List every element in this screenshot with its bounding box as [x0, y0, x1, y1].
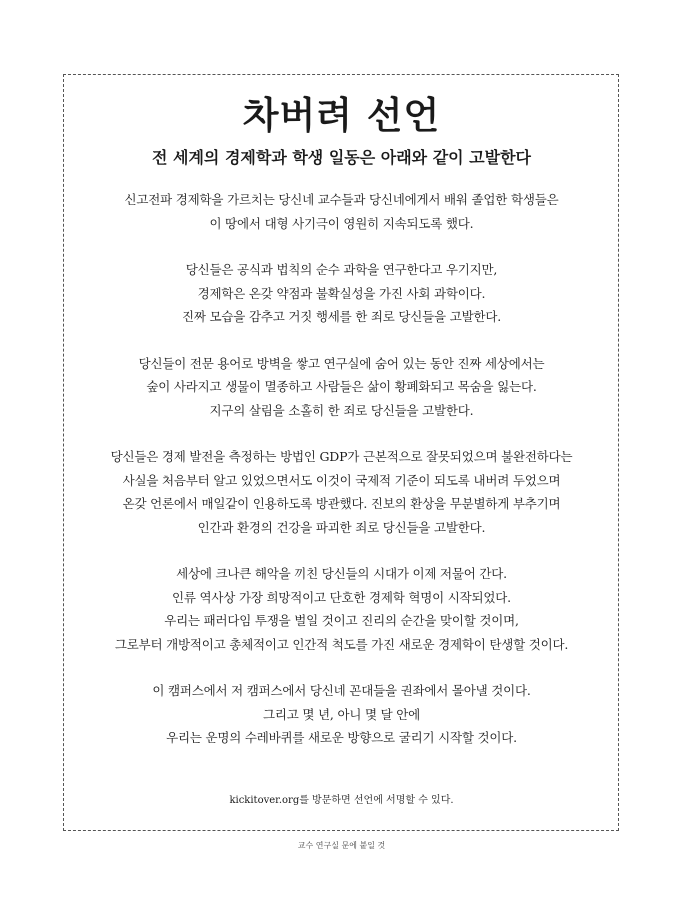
paragraph-line: 온갖 언론에서 매일같이 인용하도록 방관했다. 진보의 환상을 무분별하게 부추기며: [122, 496, 561, 511]
paragraph-line: 경제학은 온갖 약점과 불확실성을 가진 사회 과학이다.: [197, 285, 486, 301]
paragraph-line: 신고전파 경제학을 가르치는 당신네 교수들과 당신네에게서 배워 졸업한 학생들은: [124, 192, 559, 207]
manifesto-body: [80, 188, 603, 773]
paragraph-6: [80, 679, 603, 750]
paragraph-line: 우리는 운명의 수레바퀴를 새로운 방향으로 굴리기 시작할 것이다.: [166, 730, 517, 745]
paragraph-line: 그로부터 개방적이고 총체적이고 인간적 척도를 가진 새로운 경제학이 탄생할 것이다.: [114, 636, 569, 652]
paragraph-line: 숲이 사라지고 생물이 멸종하고 사람들은 삶이 황폐화되고 목숨을 잃는다.: [146, 379, 537, 394]
paragraph-line: 이 캠퍼스에서 저 캠퍼스에서 당신네 꼰대들을 권좌에서 몰아낼 것이다.: [152, 683, 531, 698]
paragraph-line: 인간과 환경의 건강을 파괴한 죄로 당신들을 고발한다.: [197, 519, 486, 535]
footer-note: 교수 연구실 문에 붙일 것: [297, 841, 386, 850]
paragraph-2: [80, 258, 603, 329]
paragraph-line: 진짜 모습을 감추고 거짓 행세를 한 죄로 당신들을 고발한다.: [182, 309, 501, 324]
paragraph-4: [80, 445, 603, 539]
page-subtitle: 전 세계의 경제학과 학생 일동은 아래와 같이 고발한다: [151, 148, 532, 167]
paragraph-line: 세상에 크나큰 해악을 끼친 당신들의 시대가 이제 저물어 간다.: [176, 566, 507, 581]
paragraph-3: [80, 352, 603, 423]
paragraph-5: [80, 562, 603, 656]
page-title: 차버려 선언: [242, 94, 441, 137]
paragraph-line: 인류 역사상 가장 희망적이고 단호한 경제학 혁명이 시작되었다.: [172, 589, 511, 605]
paragraph-line: 사실을 처음부터 알고 있었으면서도 이것이 국제적 기준이 되도록 내버려 두었으며: [122, 472, 561, 488]
sign-note: kickitover.org를 방문하면 선언에 서명할 수 있다.: [229, 795, 454, 806]
paragraph-1: [80, 188, 603, 235]
paragraph-line: 당신들은 공식과 법칙의 순수 과학을 연구한다고 우기지만,: [185, 262, 498, 277]
paragraph-line: 당신들은 경제 발전을 측정하는 방법인 GDP가 근본적으로 잘못되었으며 불완전하다는: [110, 449, 573, 464]
paragraph-line: 당신들이 전문 용어로 방벽을 쌓고 연구실에 숨어 있는 동안 진짜 세상에서는: [138, 355, 545, 371]
paragraph-line: 지구의 살림을 소홀히 한 죄로 당신들을 고발한다.: [209, 402, 474, 418]
paragraph-line: 우리는 패러다임 투쟁을 벌일 것이고 진리의 순간을 맞이할 것이며,: [164, 613, 519, 628]
paragraph-line: 그리고 몇 년, 아니 몇 달 안에: [262, 706, 421, 722]
paragraph-line: 이 땅에서 대형 사기극이 영원히 지속되도록 했다.: [209, 215, 474, 231]
